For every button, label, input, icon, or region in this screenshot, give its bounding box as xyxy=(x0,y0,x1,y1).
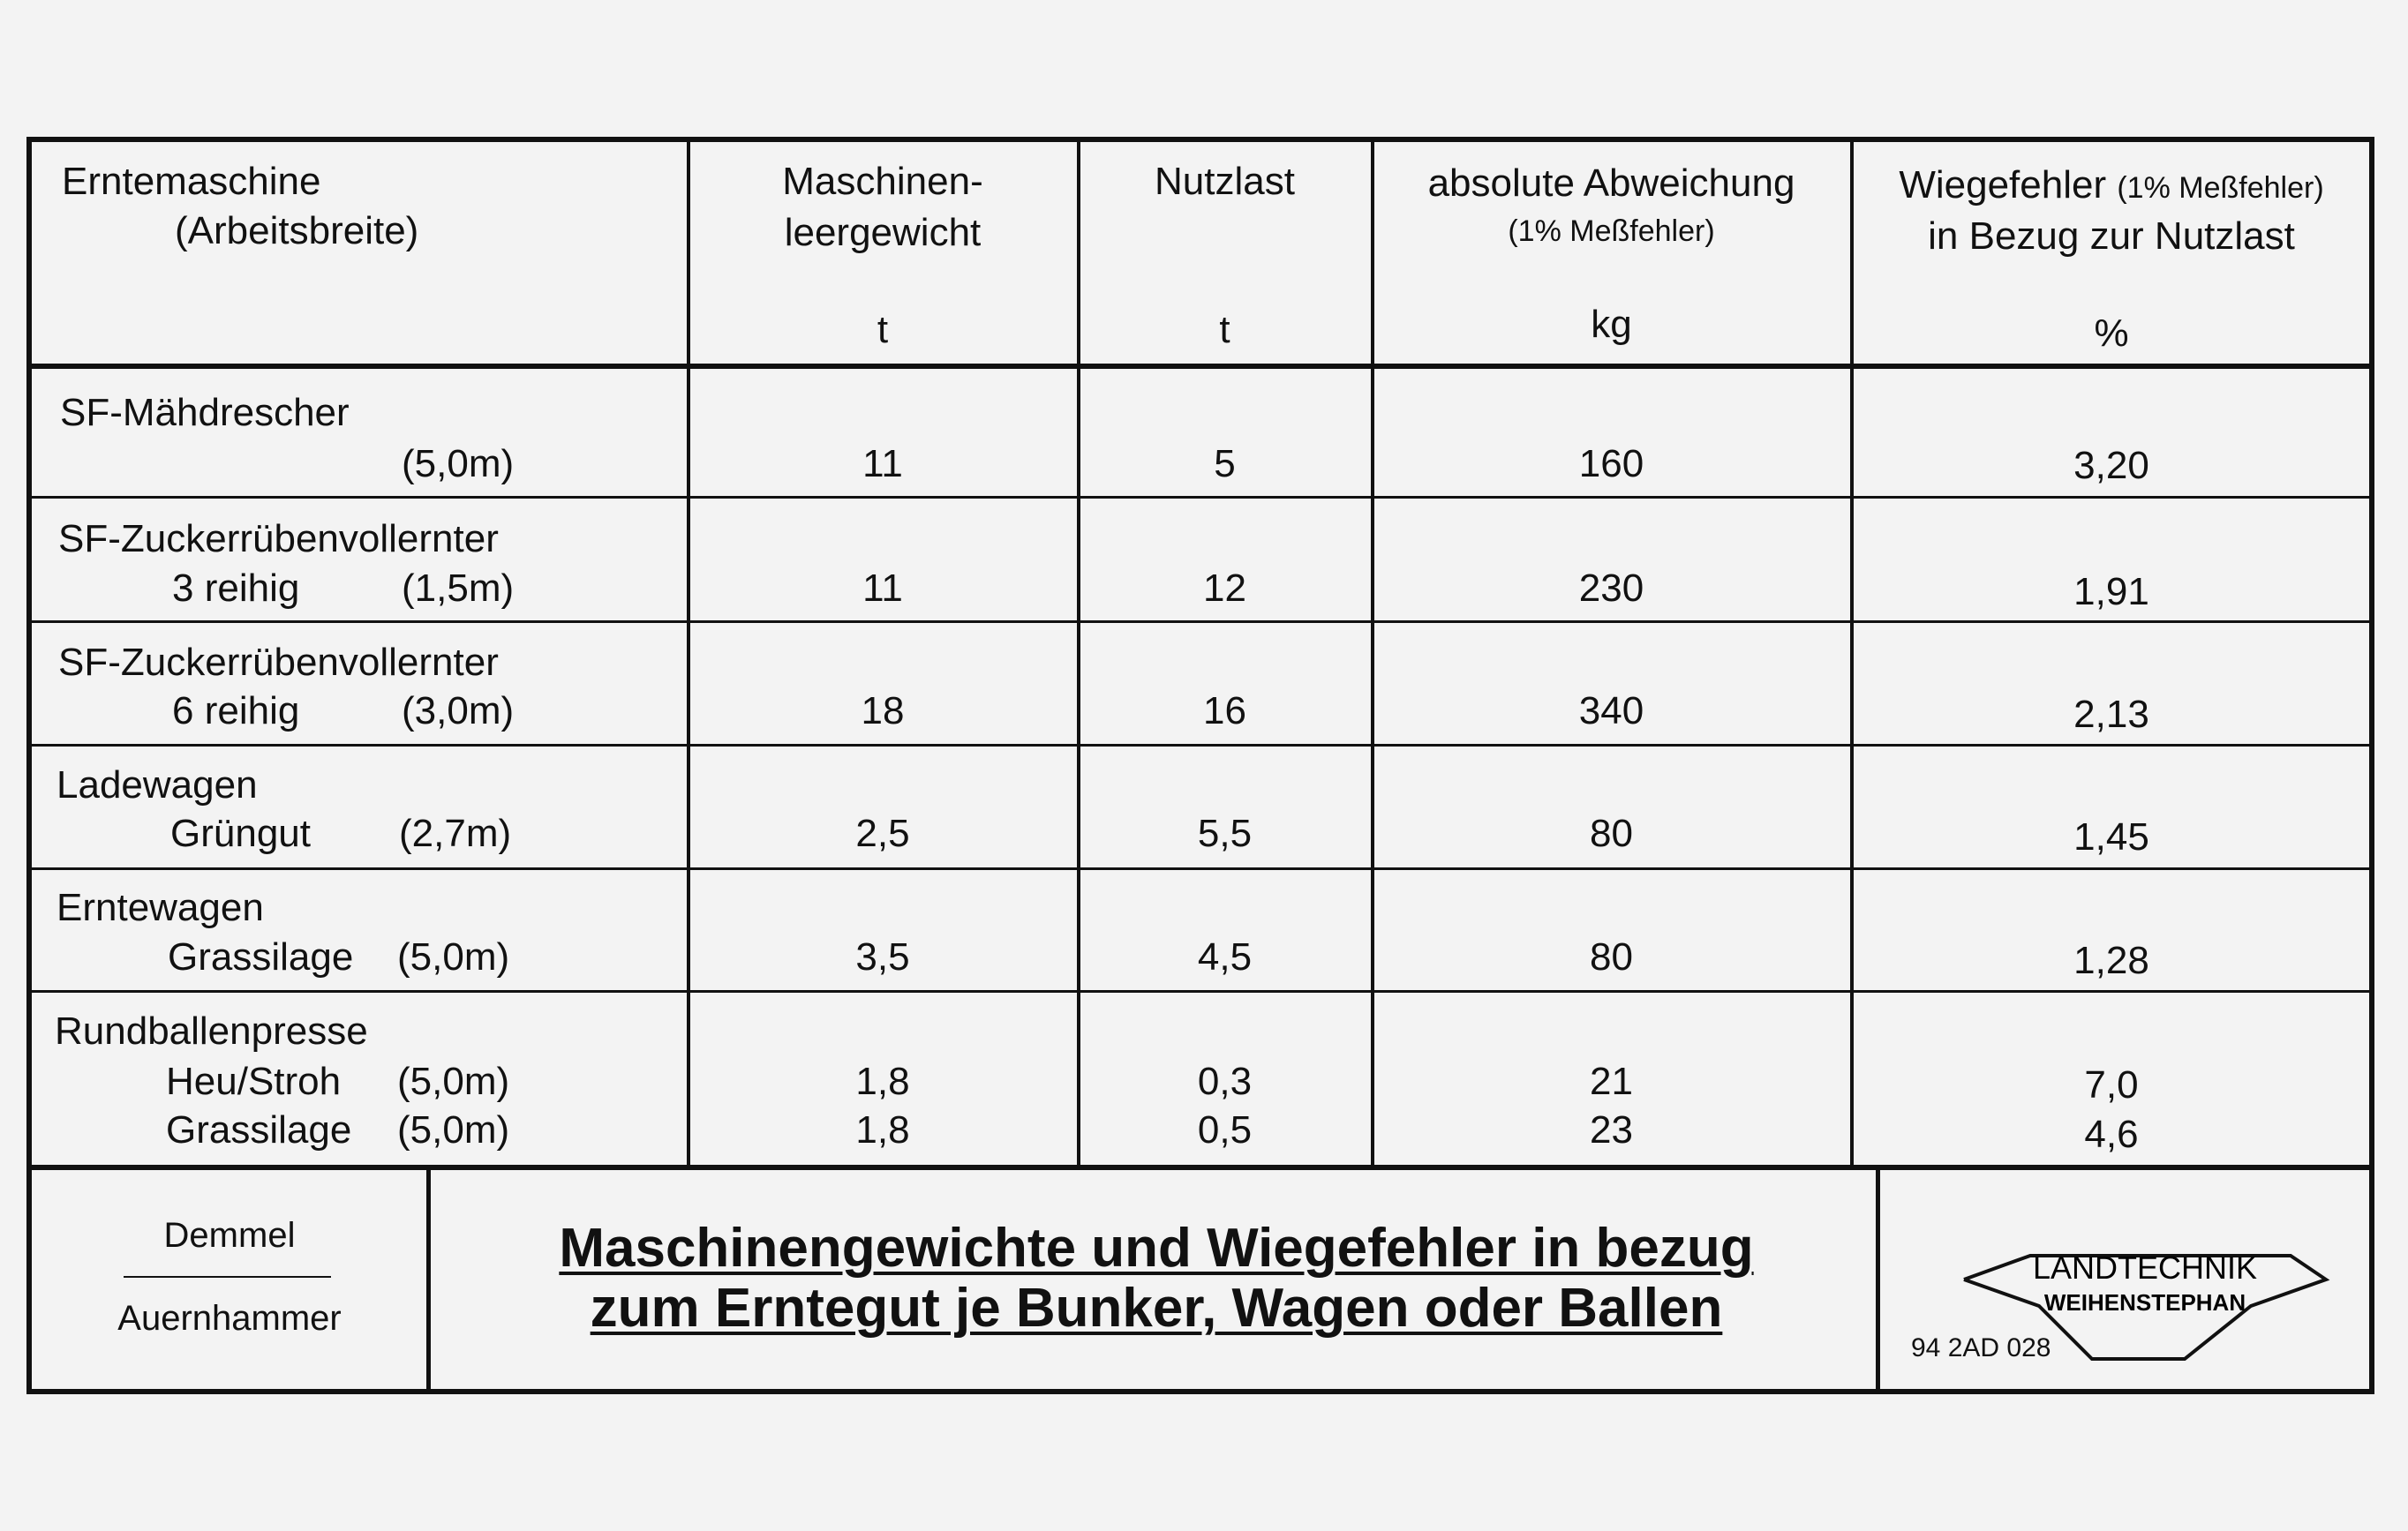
header-col4-line2: (1% Meßfehler) xyxy=(1508,214,1715,248)
cell-leergewicht: 11 xyxy=(862,567,903,610)
row-divider xyxy=(32,990,2369,993)
row-sub: Heu/Stroh xyxy=(166,1060,342,1103)
cell-leergewicht: 3,5 xyxy=(855,935,910,979)
author-1: Demmel xyxy=(163,1216,296,1255)
logo-text-line2: WEIHENSTEPHAN xyxy=(2043,1289,2246,1316)
header-col1-line1: Erntemaschine xyxy=(62,160,321,203)
header-col4-unit: kg xyxy=(1591,303,1632,346)
row-name: Rundballenpresse xyxy=(55,1009,368,1053)
author-separator xyxy=(124,1276,331,1278)
cell-abweichung: 230 xyxy=(1578,567,1644,610)
cell-nutzlast: 0,5 xyxy=(1197,1108,1253,1152)
row-width: (2,7m) xyxy=(399,812,512,855)
cell-wiegefehler: 1,91 xyxy=(2073,570,2149,613)
cell-abweichung: 340 xyxy=(1578,689,1644,732)
document-code: 94 2AD 028 xyxy=(1911,1333,2051,1362)
figure-title-line2: zum Erntegut je Bunker, Wagen oder Ballen xyxy=(590,1278,1723,1339)
cell-leergewicht: 1,8 xyxy=(855,1108,910,1152)
cell-abweichung: 80 xyxy=(1590,812,1633,855)
author-2: Auernhammer xyxy=(117,1299,342,1338)
row-width: (1,5m) xyxy=(402,567,515,610)
cell-wiegefehler: 1,45 xyxy=(2073,815,2149,859)
cell-leergewicht: 18 xyxy=(861,689,905,732)
cell-abweichung: 23 xyxy=(1590,1108,1633,1152)
cell-nutzlast: 0,3 xyxy=(1197,1060,1253,1103)
footer-divider xyxy=(426,1168,431,1389)
cell-nutzlast: 4,5 xyxy=(1197,935,1253,979)
footer-top-divider xyxy=(32,1165,2369,1170)
footer-divider xyxy=(1876,1168,1880,1389)
header-col2-unit: t xyxy=(877,308,889,351)
header-col1-line2: (Arbeitsbreite) xyxy=(175,209,419,252)
col-divider xyxy=(1077,141,1080,1165)
row-width: (5,0m) xyxy=(402,442,515,485)
row-name: SF-Mähdrescher xyxy=(60,391,350,434)
cell-wiegefehler: 1,28 xyxy=(2073,939,2149,982)
logo-text-line1: LANDTECHNIK xyxy=(2032,1250,2258,1286)
figure-title-line1: Maschinengewichte und Wiegefehler in bezug xyxy=(559,1218,1754,1279)
row-sub: 6 reihig xyxy=(172,689,300,732)
cell-leergewicht: 1,8 xyxy=(855,1060,910,1103)
col-divider xyxy=(1850,141,1854,1165)
header-col2-line2: leergewicht xyxy=(784,211,982,254)
header-col5-note: (1% Meßfehler) xyxy=(2117,171,2324,205)
row-divider xyxy=(32,744,2369,747)
row-sub: 3 reihig xyxy=(172,567,300,610)
header-col5-title: Wiegefehler xyxy=(1899,163,2107,206)
row-sub: Grassilage xyxy=(168,935,354,979)
row-sub: Grüngut xyxy=(170,812,311,855)
row-sub: Grassilage xyxy=(166,1108,352,1152)
cell-leergewicht: 2,5 xyxy=(855,812,910,855)
header-col3-line1: Nutzlast xyxy=(1155,160,1295,203)
cell-nutzlast: 12 xyxy=(1203,567,1246,610)
cell-abweichung: 160 xyxy=(1578,442,1644,485)
header-col5-unit: % xyxy=(2094,311,2129,355)
row-name: Erntewagen xyxy=(56,886,264,929)
col-divider xyxy=(1371,141,1374,1165)
row-divider xyxy=(32,867,2369,870)
header-col5-line1 xyxy=(1854,161,2369,213)
header-col5-line2: in Bezug zur Nutzlast xyxy=(1928,214,2295,258)
row-name: SF-Zuckerrübenvollernter xyxy=(58,641,499,684)
row-name: SF-Zuckerrübenvollernter xyxy=(58,517,499,560)
cell-abweichung: 80 xyxy=(1590,935,1633,979)
header-divider xyxy=(32,364,2369,369)
row-width: (3,0m) xyxy=(402,689,515,732)
cell-wiegefehler: 4,6 xyxy=(2084,1113,2139,1156)
cell-leergewicht: 11 xyxy=(862,442,903,485)
row-width: (5,0m) xyxy=(397,935,510,979)
row-divider xyxy=(32,496,2369,499)
cell-nutzlast: 16 xyxy=(1203,689,1246,732)
header-col2-line1: Maschinen- xyxy=(782,160,983,203)
row-name: Ladewagen xyxy=(56,763,258,807)
cell-wiegefehler: 3,20 xyxy=(2073,444,2149,487)
row-width: (5,0m) xyxy=(397,1060,510,1103)
col-divider xyxy=(687,141,690,1165)
cell-abweichung: 21 xyxy=(1590,1060,1633,1103)
cell-wiegefehler: 2,13 xyxy=(2073,693,2149,736)
cell-wiegefehler: 7,0 xyxy=(2084,1063,2139,1107)
header-col4-line1: absolute Abweichung xyxy=(1427,161,1795,205)
cell-nutzlast: 5 xyxy=(1214,442,1236,485)
cell-nutzlast: 5,5 xyxy=(1197,812,1253,855)
header-col3-unit: t xyxy=(1219,308,1230,351)
row-divider xyxy=(32,620,2369,623)
row-width: (5,0m) xyxy=(397,1108,510,1152)
